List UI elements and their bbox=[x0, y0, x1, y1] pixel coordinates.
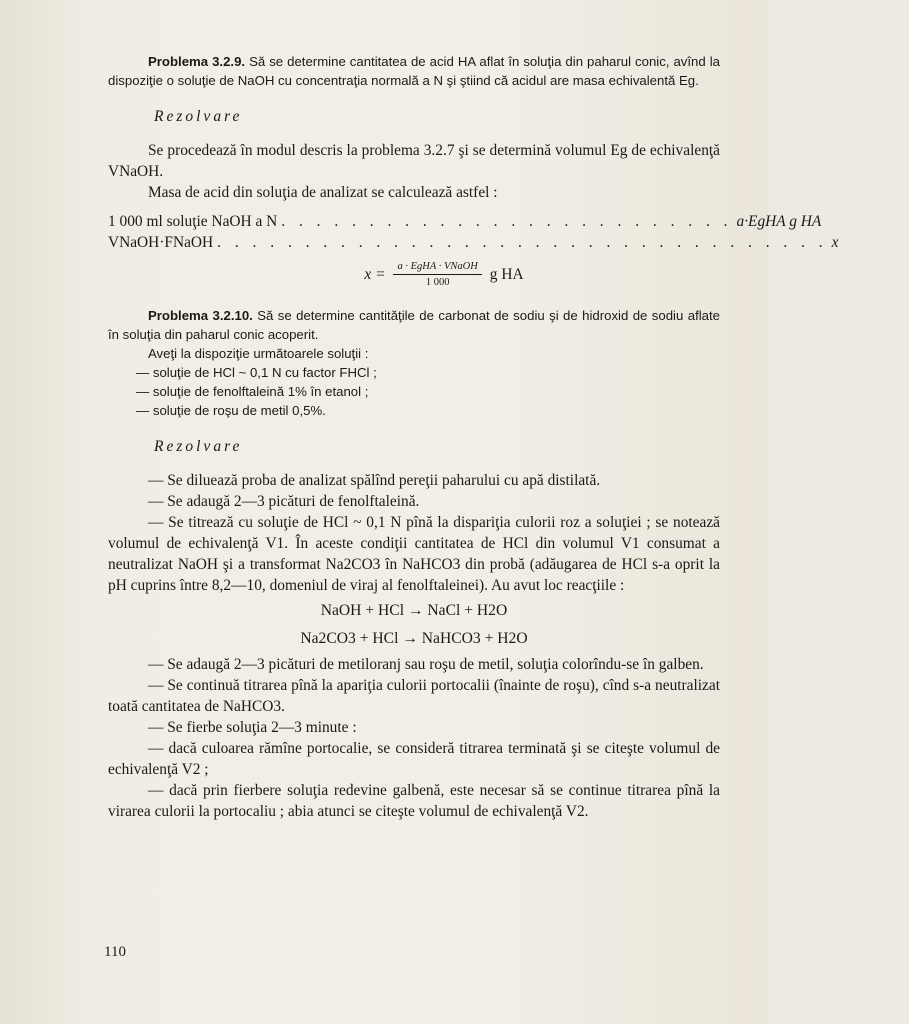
proportion-left-2: VNaOH·FNaOH bbox=[108, 234, 214, 251]
rezolvare-heading: Rezolvare bbox=[154, 438, 243, 455]
proportion-row-1: 1 000 ml soluţie NaOH a N . . . . . . . . . . . . . . . . . . . . . . . . . . a·EgHA g HA bbox=[108, 211, 720, 232]
mass-formula bbox=[168, 261, 720, 288]
problem-text: Să se determine cantitatea de acid HA aflat în soluţia din paharul conic, avînd la dispoziţie o soluţie de NaOH cu concentraţia normală a N şi ştiind că acidul are masa echivalentă Eg. bbox=[108, 54, 720, 88]
proportion-right-1: a·EgHA g HA bbox=[736, 213, 822, 230]
proportion-right-2: x bbox=[831, 234, 839, 251]
proportion-left-1: 1 000 ml soluţie NaOH a N bbox=[108, 213, 278, 230]
proportion-row-2: VNaOH·FNaOH . . . . . . . . . . . . . . . . . . . . . . . . . . . . . . . . . . . x bbox=[108, 232, 720, 253]
available-solutions: Aveţi la dispoziţie următoarele soluţii : bbox=[148, 346, 369, 361]
step-paragraph: — dacă prin fierbere soluţia redevine galbenă, este necesar să se continue titrarea pînă la virarea culorii la portocaliu ; abia atunci se citeşte volumul de echivalenţă V2. bbox=[108, 782, 720, 820]
page-number: 110 bbox=[104, 944, 126, 960]
problem-heading: Problema 3.2.10. bbox=[148, 308, 253, 323]
list-item: — soluţie de fenolftaleină 1% în etanol ; bbox=[136, 384, 369, 399]
formula-lhs: x = bbox=[364, 265, 386, 283]
problem-3-2-9 bbox=[108, 52, 720, 90]
masa-line: Masa de acid din soluţia de analizat se calculează astfel : bbox=[148, 184, 498, 201]
list-item: — soluţie de HCl ~ 0,1 N cu factor FHCl ; bbox=[136, 365, 377, 380]
step-paragraph: — Se adaugă 2—3 picături de metiloranj sau roşu de metil, soluţia colorîndu-se în galben. bbox=[148, 656, 704, 673]
formula-numerator: a · EgHA · VNaOH bbox=[393, 261, 481, 275]
reaction-1: NaOH + HCl → NaCl + H2O bbox=[320, 602, 508, 619]
step-paragraph: — Se titrează cu soluţie de HCl ~ 0,1 N pînă la dispariţia culorii roz a soluţiei ; se notează volumul de echivalenţă V1. În aceste condiţii cantitatea de HCl din volumul V1 consumat a neutralizat NaOH şi a transformat Na2CO3 în NaHCO3 din probă (adăugarea de HCl s-a oprit la pH cuprins între 8,2—10, domeniul de viraj al fenolftaleinei). Au avut loc reacţiile : bbox=[108, 514, 720, 594]
formula-fraction bbox=[393, 261, 481, 288]
formula-denominator: 1 000 bbox=[425, 277, 450, 288]
formula-unit: g HA bbox=[489, 265, 524, 283]
step-paragraph: — dacă culoarea rămîne portocalie, se consideră titrarea terminată şi se citeşte volumul de echivalenţă V2 ; bbox=[108, 740, 720, 778]
step-paragraph: — Se adaugă 2—3 picături de fenolftaleină. bbox=[148, 493, 420, 510]
step-paragraph: — Se diluează proba de analizat spălînd pereţii paharului cu apă distilată. bbox=[148, 472, 601, 489]
problem-3-2-10 bbox=[108, 306, 720, 344]
step-paragraph: — Se fierbe soluţia 2—3 minute : bbox=[148, 719, 357, 736]
rezolvare-heading: Rezolvare bbox=[154, 108, 243, 125]
problem-text: Să se determine cantităţile de carbonat de sodiu şi de hidroxid de sodiu aflate în soluţia din paharul conic acoperit. bbox=[108, 308, 720, 342]
list-item: — soluţie de roşu de metil 0,5%. bbox=[136, 403, 326, 418]
problem-heading: Problema 3.2.9. bbox=[148, 54, 246, 69]
procedure-paragraph: Se procedează în modul descris la problema 3.2.7 şi se determină volumul Eg de echivalenţă VNaOH. bbox=[108, 142, 720, 180]
step-paragraph: — Se continuă titrarea pînă la apariţia culorii portocalii (înainte de roşu), cînd s-a neutralizat toată cantitatea de NaHCO3. bbox=[108, 677, 720, 715]
reaction-2: Na2CO3 + HCl → NaHCO3 + H2O bbox=[300, 630, 528, 647]
